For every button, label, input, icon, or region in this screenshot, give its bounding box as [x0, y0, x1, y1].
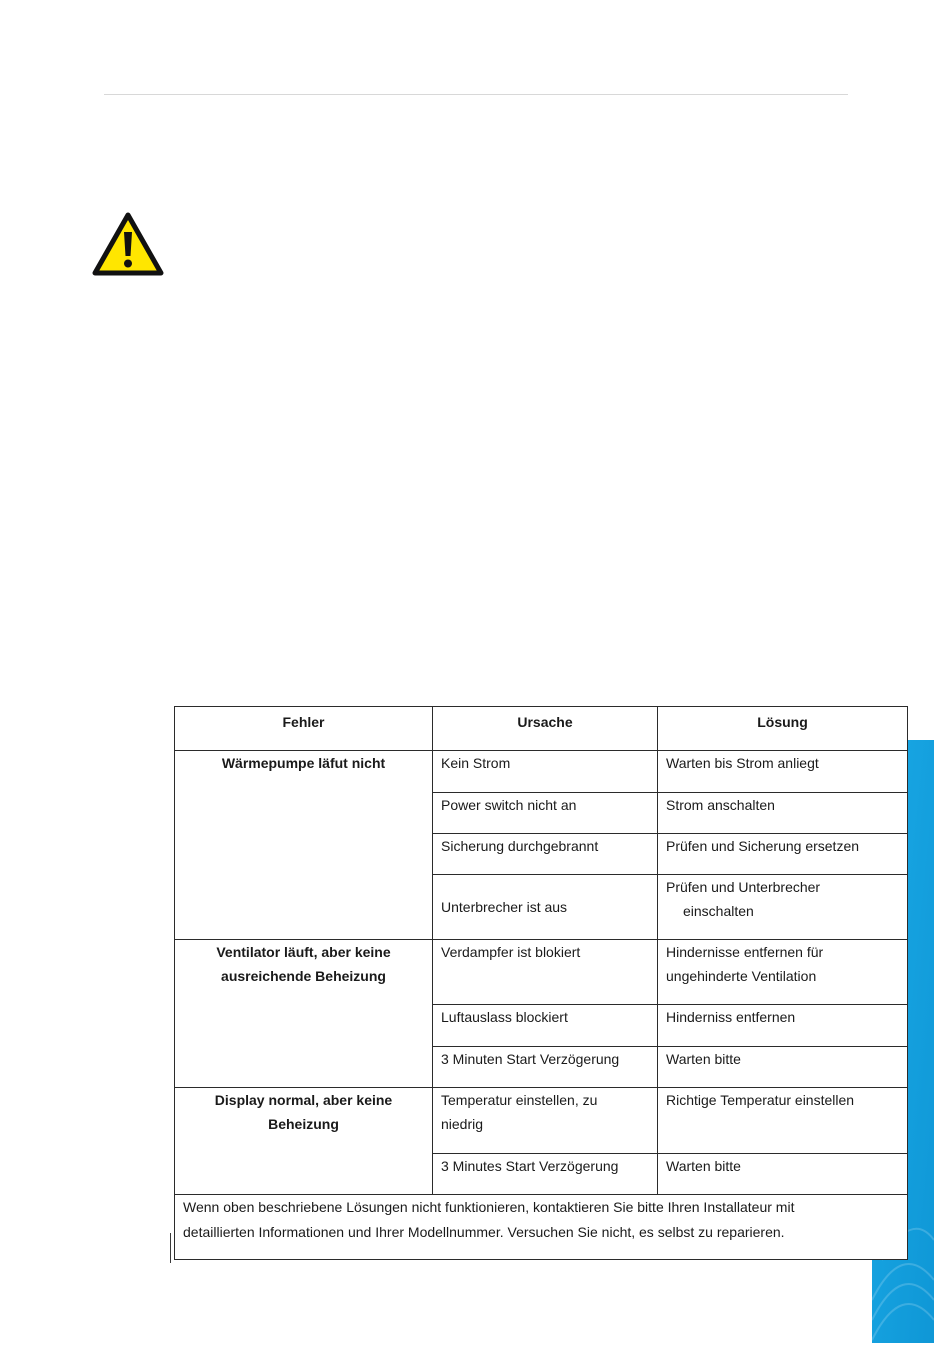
- header-fault: Fehler: [175, 707, 433, 751]
- margin-mark: [170, 1233, 171, 1263]
- fault-cell: [175, 1088, 433, 1195]
- solution-cell: Strom anschalten: [658, 793, 908, 834]
- warning-triangle-icon: [92, 212, 164, 276]
- solution-cell: Warten bis Strom anliegt: [658, 751, 908, 793]
- solution-line: einschalten: [683, 903, 754, 919]
- cause-cell: Sicherung durchgebrannt: [433, 834, 658, 875]
- table-row: [175, 940, 908, 1005]
- solution-cell: Richtige Temperatur einstellen: [658, 1088, 908, 1154]
- cause-cell: 3 Minutes Start Verzögerung: [433, 1154, 658, 1195]
- fault-label: Wärmepumpe läfut nicht: [221, 755, 386, 771]
- table-row: [175, 751, 908, 793]
- fault-label-line: Beheizung: [268, 1116, 339, 1132]
- header-cause: Ursache: [433, 707, 658, 751]
- cause-cell: Verdampfer ist blokiert: [433, 940, 658, 1005]
- cause-line: niedrig: [441, 1116, 484, 1132]
- footer-line: detaillierten Informationen und Ihrer Modellnummer. Versuchen Sie nicht, es selbst zu reparieren.: [183, 1224, 785, 1240]
- header-solution: Lösung: [658, 707, 908, 751]
- solution-cell: Warten bitte: [658, 1154, 908, 1195]
- footer-line: Wenn oben beschriebene Lösungen nicht funktionieren, kontaktieren Sie bitte Ihren Installateur mit: [183, 1199, 795, 1215]
- solution-line: Prüfen und Unterbrecher: [666, 879, 821, 895]
- cause-cell: Luftauslass blockiert: [433, 1005, 658, 1047]
- table-header-row: [175, 707, 908, 751]
- cause-cell: [433, 875, 658, 940]
- solution-line: ungehinderte Ventilation: [666, 968, 817, 984]
- cause-line: Temperatur einstellen, zu: [441, 1092, 598, 1108]
- troubleshooting-table: [174, 706, 908, 1260]
- fault-cell: [175, 751, 433, 940]
- footer-note: [175, 1195, 908, 1260]
- solution-cell: Hinderniss entfernen: [658, 1005, 908, 1047]
- table-row: [175, 1088, 908, 1154]
- cause-cell: 3 Minuten Start Verzögerung: [433, 1047, 658, 1088]
- solution-cell: Warten bitte: [658, 1047, 908, 1088]
- solution-cell: [658, 875, 908, 940]
- cause-cell: Power switch nicht an: [433, 793, 658, 834]
- fault-cell: [175, 940, 433, 1088]
- cause-cell: [433, 1088, 658, 1154]
- solution-cell: Prüfen und Sicherung ersetzen: [658, 834, 908, 875]
- header-divider: [104, 94, 848, 95]
- fault-label-line: ausreichende Beheizung: [221, 968, 386, 984]
- fault-label-line: Ventilator läuft, aber keine: [216, 944, 391, 960]
- cause-cell: Kein Strom: [433, 751, 658, 793]
- solution-cell: [658, 940, 908, 1005]
- solution-line: Hindernisse entfernen für: [666, 944, 824, 960]
- fault-label-line: Display normal, aber keine: [214, 1092, 393, 1108]
- cause-text: Unterbrecher ist aus: [441, 899, 568, 915]
- table-footer-row: [175, 1195, 908, 1260]
